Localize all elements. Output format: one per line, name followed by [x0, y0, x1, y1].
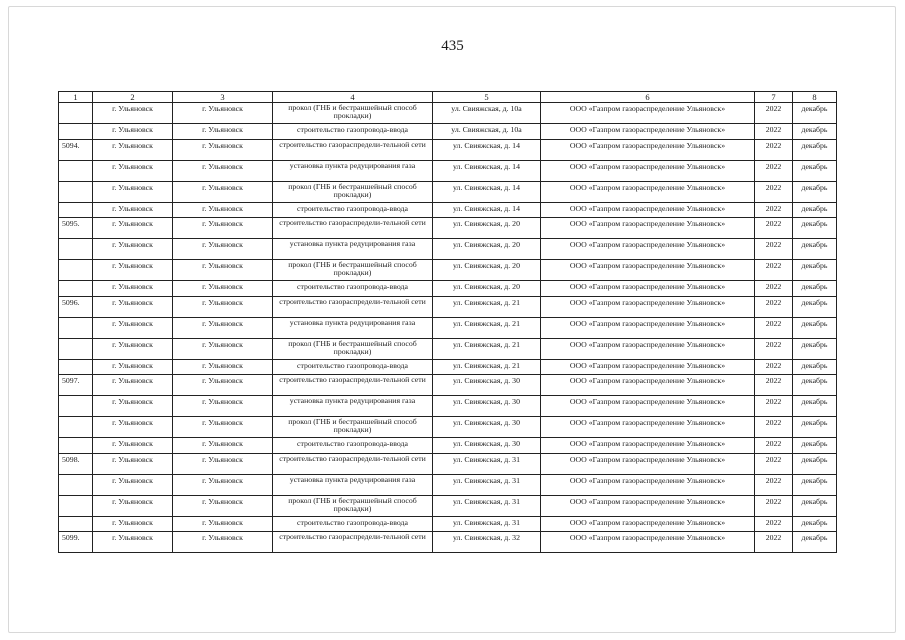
month-cell: декабрь [793, 417, 837, 438]
municipality-cell: г. Ульяновск [93, 516, 173, 532]
address-cell: ул. Свияжская, д. 31 [433, 516, 541, 532]
year-cell: 2022 [755, 160, 793, 181]
month-cell: декабрь [793, 438, 837, 454]
municipality-cell: г. Ульяновск [93, 474, 173, 495]
table-row [59, 438, 837, 454]
work-type-cell: строительство газораспредели-тельной сети [273, 375, 433, 396]
column-header: 4 [273, 92, 433, 103]
year-cell: 2022 [755, 281, 793, 297]
year-cell: 2022 [755, 453, 793, 474]
organization-cell: ООО «Газпром газораспределение Ульяновск» [541, 453, 755, 474]
settlement-cell: г. Ульяновск [173, 296, 273, 317]
row-number-cell [59, 417, 93, 438]
row-number-cell: 5098. [59, 453, 93, 474]
settlement-cell: г. Ульяновск [173, 181, 273, 202]
municipality-cell: г. Ульяновск [93, 139, 173, 160]
month-cell: декабрь [793, 532, 837, 553]
year-cell: 2022 [755, 218, 793, 239]
table-row [59, 124, 837, 140]
row-number-cell [59, 474, 93, 495]
municipality-cell: г. Ульяновск [93, 103, 173, 124]
address-cell: ул. Свияжская, д. 10а [433, 124, 541, 140]
table-row [59, 218, 837, 239]
address-cell: ул. Свияжская, д. 20 [433, 239, 541, 260]
table-row [59, 239, 837, 260]
row-number-cell [59, 281, 93, 297]
table-row [59, 453, 837, 474]
row-number-cell [59, 396, 93, 417]
organization-cell: ООО «Газпром газораспределение Ульяновск» [541, 260, 755, 281]
row-number-cell: 5094. [59, 139, 93, 160]
address-cell: ул. Свияжская, д. 30 [433, 417, 541, 438]
organization-cell: ООО «Газпром газораспределение Ульяновск» [541, 359, 755, 375]
settlement-cell: г. Ульяновск [173, 417, 273, 438]
table-row [59, 103, 837, 124]
work-type-cell: установка пункта редуцирования газа [273, 474, 433, 495]
month-cell: декабрь [793, 124, 837, 140]
registry-table [58, 91, 837, 553]
settlement-cell: г. Ульяновск [173, 317, 273, 338]
header-row [59, 92, 837, 103]
settlement-cell: г. Ульяновск [173, 396, 273, 417]
settlement-cell: г. Ульяновск [173, 260, 273, 281]
month-cell: декабрь [793, 281, 837, 297]
table-row [59, 417, 837, 438]
month-cell: декабрь [793, 296, 837, 317]
row-number-cell [59, 124, 93, 140]
settlement-cell: г. Ульяновск [173, 495, 273, 516]
address-cell: ул. Свияжская, д. 30 [433, 375, 541, 396]
organization-cell: ООО «Газпром газораспределение Ульяновск» [541, 139, 755, 160]
municipality-cell: г. Ульяновск [93, 375, 173, 396]
row-number-cell [59, 338, 93, 359]
work-type-cell: строительство газопровода-ввода [273, 438, 433, 454]
organization-cell: ООО «Газпром газораспределение Ульяновск» [541, 532, 755, 553]
municipality-cell: г. Ульяновск [93, 495, 173, 516]
settlement-cell: г. Ульяновск [173, 516, 273, 532]
month-cell: декабрь [793, 139, 837, 160]
row-number-cell: 5099. [59, 532, 93, 553]
year-cell: 2022 [755, 317, 793, 338]
month-cell: декабрь [793, 359, 837, 375]
settlement-cell: г. Ульяновск [173, 124, 273, 140]
address-cell: ул. Свияжская, д. 30 [433, 396, 541, 417]
month-cell: декабрь [793, 160, 837, 181]
year-cell: 2022 [755, 375, 793, 396]
table-row [59, 317, 837, 338]
municipality-cell: г. Ульяновск [93, 202, 173, 218]
address-cell: ул. Свияжская, д. 31 [433, 474, 541, 495]
row-number-cell [59, 202, 93, 218]
row-number-cell [59, 516, 93, 532]
municipality-cell: г. Ульяновск [93, 438, 173, 454]
table-row [59, 260, 837, 281]
settlement-cell: г. Ульяновск [173, 103, 273, 124]
table-row [59, 532, 837, 553]
address-cell: ул. Свияжская, д. 20 [433, 218, 541, 239]
work-type-cell: строительство газопровода-ввода [273, 281, 433, 297]
address-cell: ул. Свияжская, д. 14 [433, 160, 541, 181]
table-row [59, 296, 837, 317]
work-type-cell: установка пункта редуцирования газа [273, 317, 433, 338]
municipality-cell: г. Ульяновск [93, 396, 173, 417]
year-cell: 2022 [755, 417, 793, 438]
year-cell: 2022 [755, 438, 793, 454]
organization-cell: ООО «Газпром газораспределение Ульяновск» [541, 438, 755, 454]
column-header: 1 [59, 92, 93, 103]
column-header: 7 [755, 92, 793, 103]
municipality-cell: г. Ульяновск [93, 181, 173, 202]
work-type-cell: прокол (ГНБ и бестраншейный способ прокладки) [273, 103, 433, 124]
organization-cell: ООО «Газпром газораспределение Ульяновск» [541, 338, 755, 359]
month-cell: декабрь [793, 474, 837, 495]
column-header: 2 [93, 92, 173, 103]
column-header: 5 [433, 92, 541, 103]
address-cell: ул. Свияжская, д. 31 [433, 453, 541, 474]
row-number-cell [59, 359, 93, 375]
address-cell: ул. Свияжская, д. 14 [433, 202, 541, 218]
row-number-cell [59, 181, 93, 202]
month-cell: декабрь [793, 516, 837, 532]
year-cell: 2022 [755, 139, 793, 160]
address-cell: ул. Свияжская, д. 31 [433, 495, 541, 516]
month-cell: декабрь [793, 218, 837, 239]
month-cell: декабрь [793, 338, 837, 359]
settlement-cell: г. Ульяновск [173, 474, 273, 495]
row-number-cell [59, 160, 93, 181]
year-cell: 2022 [755, 516, 793, 532]
organization-cell: ООО «Газпром газораспределение Ульяновск» [541, 375, 755, 396]
address-cell: ул. Свияжская, д. 14 [433, 181, 541, 202]
organization-cell: ООО «Газпром газораспределение Ульяновск» [541, 218, 755, 239]
row-number-cell [59, 260, 93, 281]
work-type-cell: прокол (ГНБ и бестраншейный способ прокладки) [273, 338, 433, 359]
settlement-cell: г. Ульяновск [173, 160, 273, 181]
row-number-cell [59, 495, 93, 516]
work-type-cell: строительство газопровода-ввода [273, 359, 433, 375]
work-type-cell: строительство газораспредели-тельной сети [273, 296, 433, 317]
settlement-cell: г. Ульяновск [173, 239, 273, 260]
work-type-cell: установка пункта редуцирования газа [273, 239, 433, 260]
organization-cell: ООО «Газпром газораспределение Ульяновск» [541, 516, 755, 532]
column-header: 6 [541, 92, 755, 103]
year-cell: 2022 [755, 181, 793, 202]
month-cell: декабрь [793, 239, 837, 260]
municipality-cell: г. Ульяновск [93, 260, 173, 281]
municipality-cell: г. Ульяновск [93, 160, 173, 181]
address-cell: ул. Свияжская, д. 21 [433, 317, 541, 338]
settlement-cell: г. Ульяновск [173, 338, 273, 359]
table-row [59, 181, 837, 202]
table-row [59, 281, 837, 297]
work-type-cell: строительство газопровода-ввода [273, 516, 433, 532]
address-cell: ул. Свияжская, д. 21 [433, 338, 541, 359]
row-number-cell [59, 103, 93, 124]
work-type-cell: прокол (ГНБ и бестраншейный способ прокладки) [273, 260, 433, 281]
work-type-cell: установка пункта редуцирования газа [273, 396, 433, 417]
address-cell: ул. Свияжская, д. 20 [433, 260, 541, 281]
month-cell: декабрь [793, 495, 837, 516]
month-cell: декабрь [793, 453, 837, 474]
municipality-cell: г. Ульяновск [93, 359, 173, 375]
year-cell: 2022 [755, 202, 793, 218]
column-header: 8 [793, 92, 837, 103]
work-type-cell: установка пункта редуцирования газа [273, 160, 433, 181]
organization-cell: ООО «Газпром газораспределение Ульяновск» [541, 474, 755, 495]
address-cell: ул. Свияжская, д. 10а [433, 103, 541, 124]
month-cell: декабрь [793, 375, 837, 396]
organization-cell: ООО «Газпром газораспределение Ульяновск» [541, 317, 755, 338]
year-cell: 2022 [755, 359, 793, 375]
row-number-cell [59, 239, 93, 260]
organization-cell: ООО «Газпром газораспределение Ульяновск» [541, 160, 755, 181]
organization-cell: ООО «Газпром газораспределение Ульяновск» [541, 239, 755, 260]
address-cell: ул. Свияжская, д. 14 [433, 139, 541, 160]
organization-cell: ООО «Газпром газораспределение Ульяновск» [541, 181, 755, 202]
work-type-cell: строительство газораспредели-тельной сети [273, 532, 433, 553]
row-number-cell: 5096. [59, 296, 93, 317]
municipality-cell: г. Ульяновск [93, 218, 173, 239]
settlement-cell: г. Ульяновск [173, 532, 273, 553]
table-row [59, 359, 837, 375]
year-cell: 2022 [755, 495, 793, 516]
year-cell: 2022 [755, 532, 793, 553]
table-body [59, 103, 837, 553]
month-cell: декабрь [793, 103, 837, 124]
month-cell: декабрь [793, 260, 837, 281]
year-cell: 2022 [755, 260, 793, 281]
organization-cell: ООО «Газпром газораспределение Ульяновск» [541, 103, 755, 124]
settlement-cell: г. Ульяновск [173, 281, 273, 297]
municipality-cell: г. Ульяновск [93, 317, 173, 338]
row-number-cell: 5095. [59, 218, 93, 239]
settlement-cell: г. Ульяновск [173, 438, 273, 454]
table-row [59, 516, 837, 532]
municipality-cell: г. Ульяновск [93, 453, 173, 474]
work-type-cell: строительство газораспредели-тельной сети [273, 218, 433, 239]
year-cell: 2022 [755, 239, 793, 260]
year-cell: 2022 [755, 474, 793, 495]
month-cell: декабрь [793, 181, 837, 202]
settlement-cell: г. Ульяновск [173, 453, 273, 474]
organization-cell: ООО «Газпром газораспределение Ульяновск» [541, 296, 755, 317]
table-row [59, 202, 837, 218]
organization-cell: ООО «Газпром газораспределение Ульяновск» [541, 495, 755, 516]
year-cell: 2022 [755, 103, 793, 124]
organization-cell: ООО «Газпром газораспределение Ульяновск» [541, 396, 755, 417]
address-cell: ул. Свияжская, д. 20 [433, 281, 541, 297]
work-type-cell: строительство газораспредели-тельной сети [273, 453, 433, 474]
table-row [59, 495, 837, 516]
table-row [59, 375, 837, 396]
settlement-cell: г. Ульяновск [173, 139, 273, 160]
municipality-cell: г. Ульяновск [93, 124, 173, 140]
address-cell: ул. Свияжская, д. 21 [433, 296, 541, 317]
settlement-cell: г. Ульяновск [173, 218, 273, 239]
year-cell: 2022 [755, 338, 793, 359]
organization-cell: ООО «Газпром газораспределение Ульяновск» [541, 124, 755, 140]
work-type-cell: прокол (ГНБ и бестраншейный способ прокладки) [273, 495, 433, 516]
settlement-cell: г. Ульяновск [173, 202, 273, 218]
column-header: 3 [173, 92, 273, 103]
row-number-cell: 5097. [59, 375, 93, 396]
table-row [59, 160, 837, 181]
work-type-cell: строительство газораспредели-тельной сети [273, 139, 433, 160]
settlement-cell: г. Ульяновск [173, 359, 273, 375]
row-number-cell [59, 317, 93, 338]
table-row [59, 474, 837, 495]
organization-cell: ООО «Газпром газораспределение Ульяновск» [541, 202, 755, 218]
page-number: 435 [441, 38, 464, 54]
table-row [59, 338, 837, 359]
address-cell: ул. Свияжская, д. 32 [433, 532, 541, 553]
year-cell: 2022 [755, 296, 793, 317]
municipality-cell: г. Ульяновск [93, 281, 173, 297]
work-type-cell: прокол (ГНБ и бестраншейный способ прокладки) [273, 181, 433, 202]
municipality-cell: г. Ульяновск [93, 239, 173, 260]
organization-cell: ООО «Газпром газораспределение Ульяновск» [541, 417, 755, 438]
address-cell: ул. Свияжская, д. 30 [433, 438, 541, 454]
year-cell: 2022 [755, 396, 793, 417]
month-cell: декабрь [793, 317, 837, 338]
municipality-cell: г. Ульяновск [93, 417, 173, 438]
year-cell: 2022 [755, 124, 793, 140]
work-type-cell: строительство газопровода-ввода [273, 202, 433, 218]
table-row [59, 396, 837, 417]
organization-cell: ООО «Газпром газораспределение Ульяновск» [541, 281, 755, 297]
settlement-cell: г. Ульяновск [173, 375, 273, 396]
month-cell: декабрь [793, 396, 837, 417]
month-cell: декабрь [793, 202, 837, 218]
municipality-cell: г. Ульяновск [93, 338, 173, 359]
row-number-cell [59, 438, 93, 454]
table-row [59, 139, 837, 160]
municipality-cell: г. Ульяновск [93, 296, 173, 317]
municipality-cell: г. Ульяновск [93, 532, 173, 553]
work-type-cell: строительство газопровода-ввода [273, 124, 433, 140]
address-cell: ул. Свияжская, д. 21 [433, 359, 541, 375]
work-type-cell: прокол (ГНБ и бестраншейный способ прокладки) [273, 417, 433, 438]
